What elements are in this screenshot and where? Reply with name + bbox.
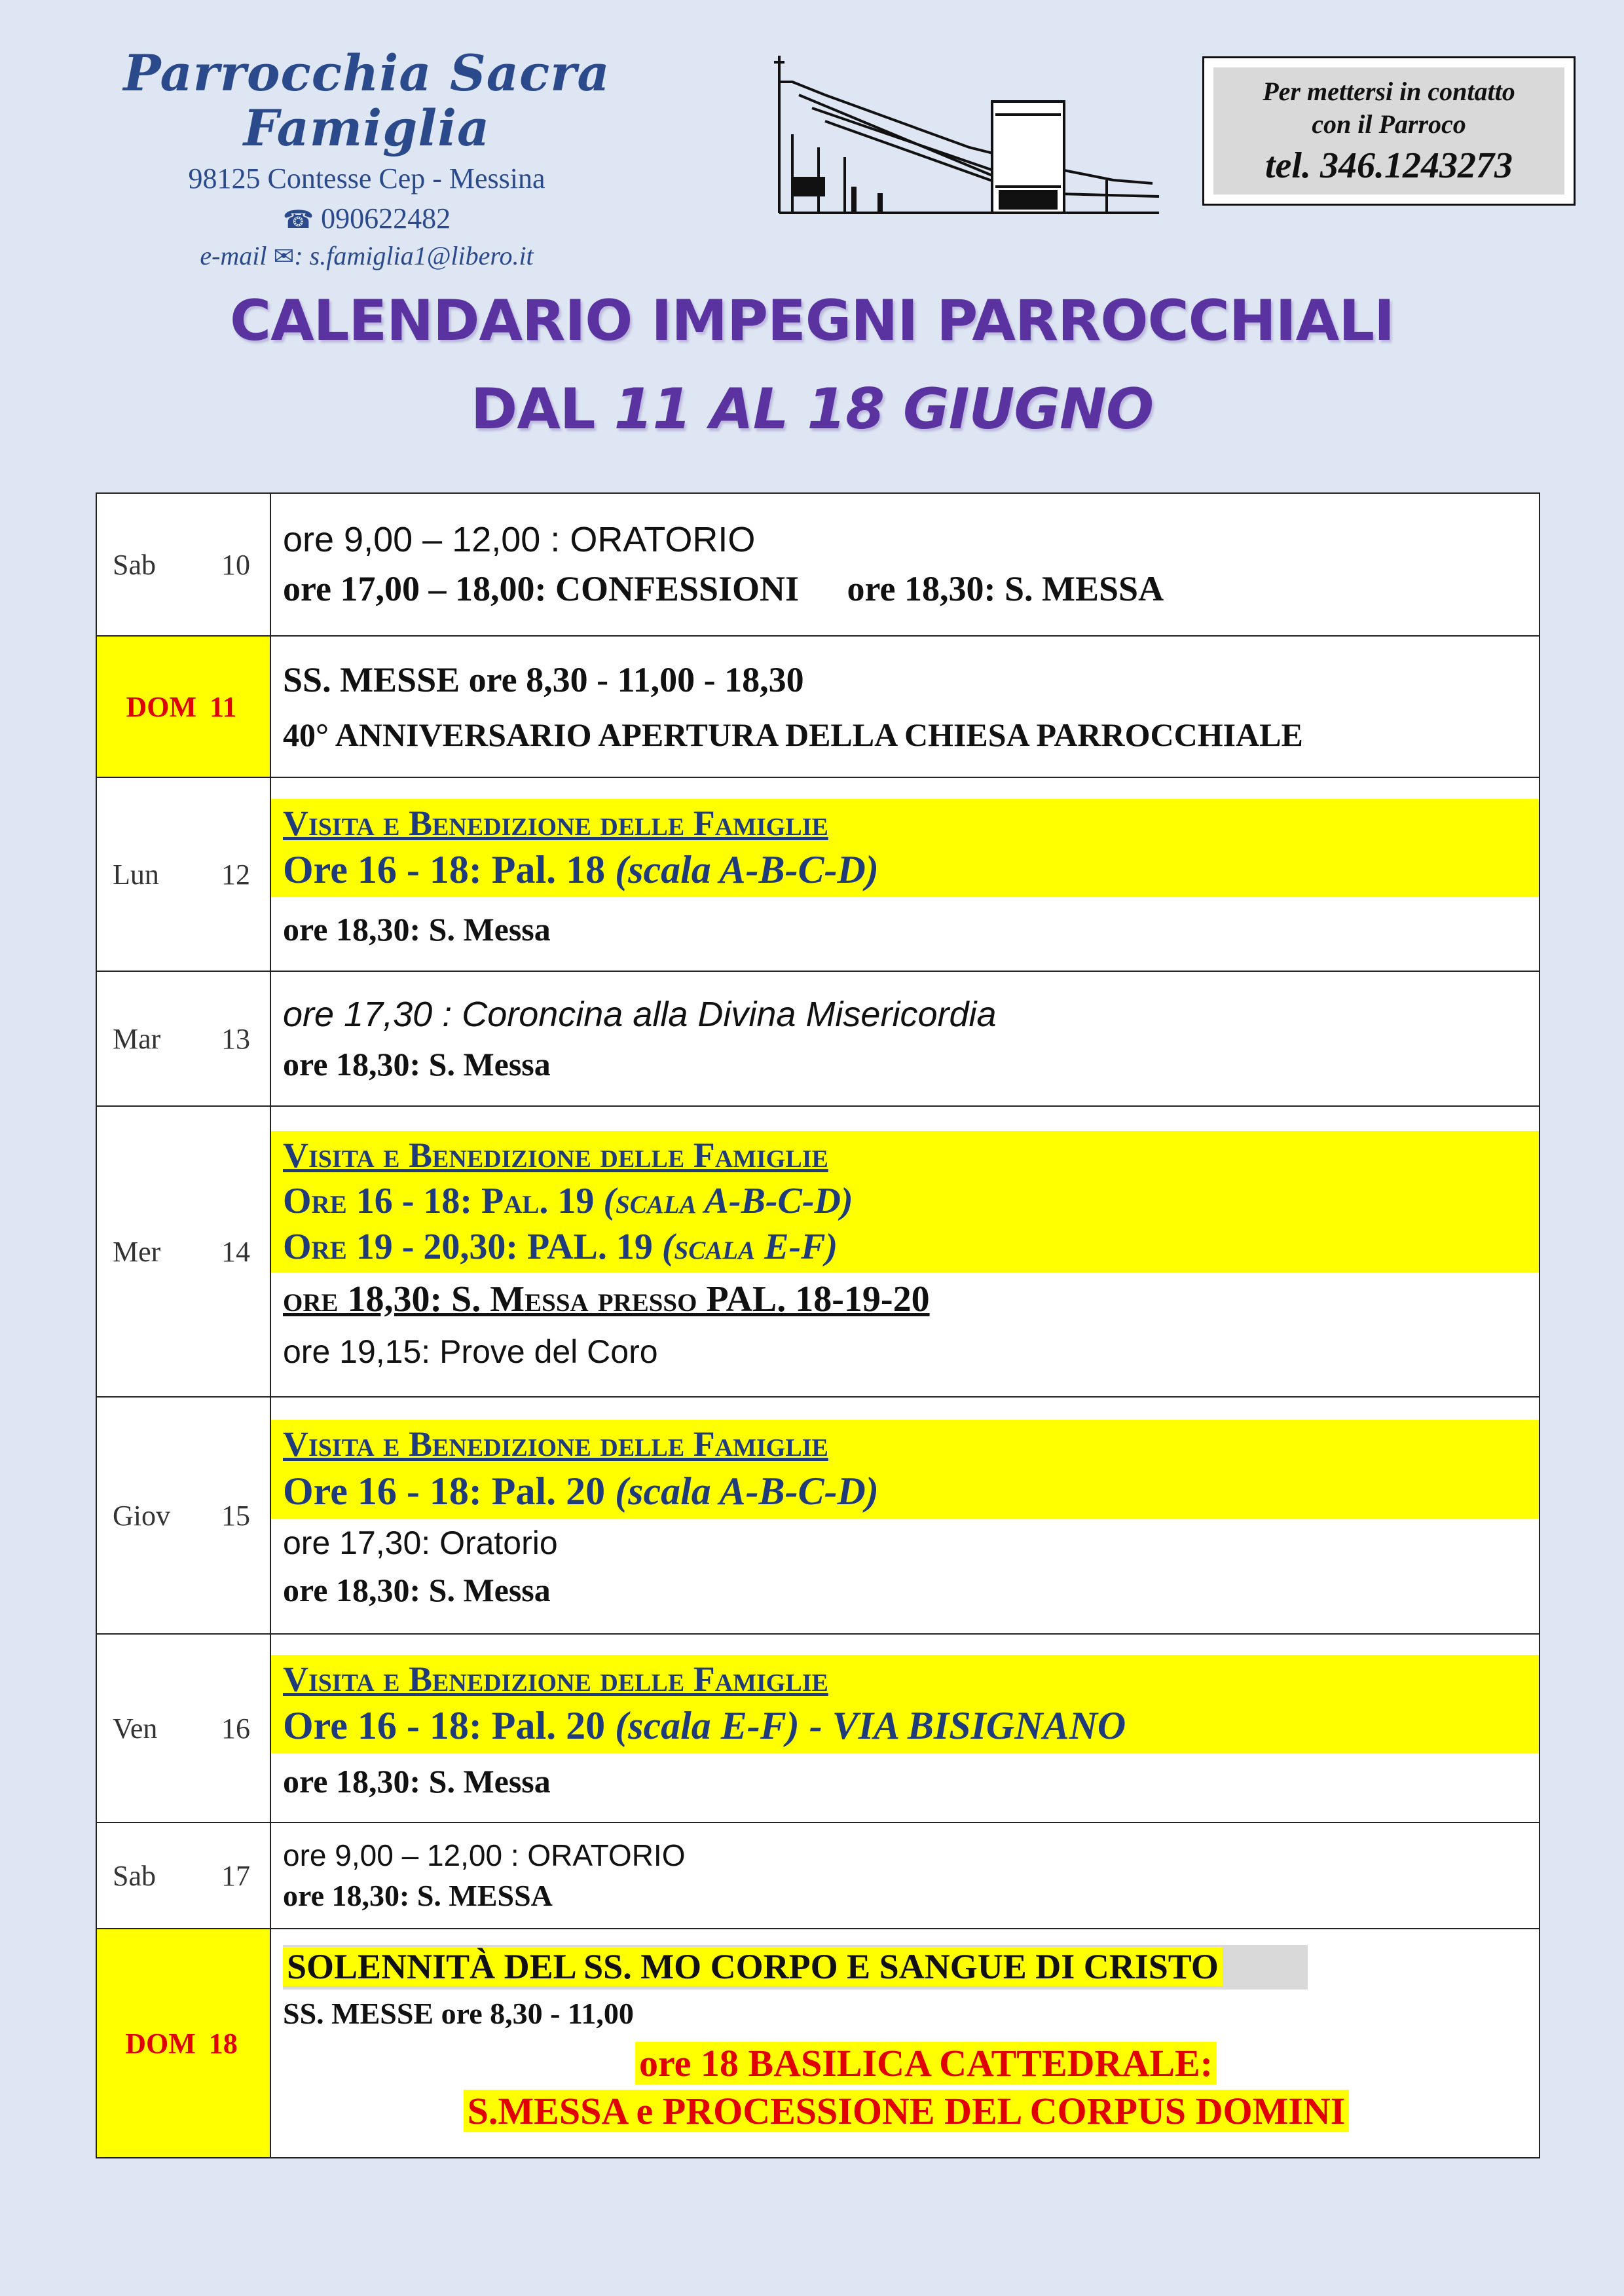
masses-line: SS. MESSE ore 8,30 - 11,00 (283, 1996, 634, 2030)
table-row (96, 1634, 1540, 1823)
mass-line: ore 18,30: S. Messa presso PAL. 18-19-20 (283, 1278, 930, 1320)
church-logo (773, 56, 1166, 219)
day-cell (96, 1823, 270, 1929)
content-cell (270, 777, 1540, 971)
visit-time: Ore 16 - 18: Pal. 19 (283, 1180, 595, 1221)
table-row (96, 1397, 1540, 1634)
chaplet-line: ore 17,30 : Coroncina alla Divina Misericordia (283, 995, 997, 1034)
day-cell (96, 1397, 270, 1634)
mass-line: ore 18,30: S. Messa (283, 911, 551, 948)
visit-highlight (271, 1420, 1539, 1519)
choir-line: ore 19,15: Prove del Coro (283, 1333, 658, 1370)
day-number: 11 (209, 690, 237, 723)
confessions-text: ore 17,00 – 18,00: CONFESSIONI (283, 569, 800, 608)
day-number: 18 (208, 2027, 238, 2060)
visit-stairs: (scala A-B-C-D) (605, 1469, 879, 1513)
parish-info (72, 46, 661, 271)
envelope-icon: ✉ (273, 242, 295, 271)
day-name: DOM (126, 690, 196, 723)
solemnity-highlight (283, 1945, 1308, 1990)
content-cell (270, 1106, 1540, 1397)
day-number: 13 (221, 1022, 250, 1055)
parish-phone (72, 202, 661, 235)
table-row (96, 493, 1540, 636)
content-cell (270, 1397, 1540, 1634)
day-cell (96, 1929, 270, 2158)
day-name: Giov (113, 1499, 170, 1532)
day-cell (96, 636, 270, 777)
day-number: 10 (221, 548, 250, 581)
day-cell (96, 777, 270, 971)
content-cell (270, 971, 1540, 1106)
day-name: Mar (113, 1022, 161, 1055)
contact-line-2: con il Parroco (1312, 109, 1466, 139)
solemnity-text: SOLENNITÀ DEL SS. MO CORPO E SANGUE DI CRISTO (283, 1947, 1223, 1986)
email-address: : s.famiglia1@libero.it (294, 241, 534, 271)
content-cell (270, 1823, 1540, 1929)
oratorio-line: ore 9,00 – 12,00 : ORATORIO (283, 1838, 686, 1872)
visit-stairs: (scala E-F) - VIA BISIGNANO (605, 1704, 1126, 1747)
parish-name: Parrocchia Sacra Famiglia (123, 44, 610, 157)
visit-time-line (283, 1178, 1527, 1224)
subtitle-dates: 11 AL 18 GIUGNO (614, 377, 1154, 442)
procession-line (283, 2088, 1530, 2136)
visit-time-line-2 (283, 1224, 1527, 1270)
visit-time: Ore 16 - 18: Pal. 18 (283, 848, 606, 891)
day-number: 14 (221, 1235, 250, 1268)
phone-number: 090622482 (321, 202, 451, 235)
visit-time: Ore 16 - 18: Pal. 20 (283, 1469, 606, 1513)
cathedral-line (283, 2040, 1530, 2088)
day-number: 17 (221, 1859, 250, 1892)
oratorio-line: ore 17,30: Oratorio (283, 1524, 558, 1561)
day-cell (96, 971, 270, 1106)
mass-line: ore 18,30: S. Messa (283, 1763, 551, 1800)
contact-box (1202, 56, 1576, 206)
day-name: Ven (113, 1712, 158, 1745)
parish-address: 98125 Contesse Cep - Messina (188, 162, 545, 195)
page-subtitle (0, 377, 1624, 442)
visit-time-line (283, 1467, 1527, 1516)
day-name: Sab (113, 1859, 156, 1892)
mass-line: ore 18,30: S. MESSA (283, 1879, 553, 1912)
visit-heading: Visita e Benedizione delle Famiglie (283, 803, 828, 843)
email-prefix: e-mail (200, 241, 267, 271)
visit-time-2: Ore 19 - 20,30: PAL. 19 (283, 1226, 653, 1267)
visit-heading: Visita e Benedizione delle Famiglie (283, 1659, 828, 1699)
day-number: 16 (221, 1712, 250, 1745)
content-cell (270, 1929, 1540, 2158)
table-row (96, 636, 1540, 777)
contact-telephone: tel. 346.1243273 (1265, 145, 1513, 186)
visit-time-line (283, 1701, 1527, 1750)
solemnity-line (283, 1945, 1530, 1990)
table-row (96, 971, 1540, 1106)
visit-highlight (271, 799, 1539, 898)
visit-time-line (283, 845, 1527, 895)
confessions-line (283, 567, 1530, 612)
day-number: 12 (221, 858, 250, 891)
visit-heading: Visita e Benedizione delle Famiglie (283, 1424, 828, 1464)
oratorio-line: ore 9,00 – 12,00 : ORATORIO (283, 519, 756, 559)
mass-line: ore 18,30: S. Messa (283, 1572, 551, 1609)
contact-line-1: Per mettersi in contatto (1263, 77, 1515, 106)
content-cell (270, 636, 1540, 777)
visit-heading: Visita e Benedizione delle Famiglie (283, 1136, 828, 1175)
table-row (96, 1106, 1540, 1397)
day-name: Lun (113, 858, 159, 891)
content-cell (270, 1634, 1540, 1823)
table-row (96, 1823, 1540, 1929)
day-cell (96, 493, 270, 636)
visit-stairs: (scala A-B-C-D) (605, 848, 879, 891)
schedule-table (96, 492, 1540, 2158)
masses-line: SS. MESSE ore 8,30 - 11,00 - 18,30 (283, 660, 804, 699)
table-row (96, 777, 1540, 971)
table-row (96, 1929, 1540, 2158)
day-name: DOM (125, 2027, 196, 2060)
page-title: CALENDARIO IMPEGNI PARROCCHIALI (229, 288, 1395, 354)
day-name: Sab (113, 548, 156, 581)
cathedral-text: ore 18 BASILICA CATTEDRALE: (635, 2042, 1217, 2084)
contact-inner (1213, 67, 1564, 194)
day-cell (96, 1634, 270, 1823)
visit-stairs-2: (scala E-F) (652, 1226, 838, 1267)
visit-highlight (271, 1131, 1539, 1272)
day-name: Mer (113, 1235, 161, 1268)
anniversary-line: 40° ANNIVERSARIO APERTURA DELLA CHIESA PARROCCHIALE (283, 716, 1303, 753)
day-cell (96, 1106, 270, 1397)
phone-icon: ☎ (282, 205, 314, 234)
visit-stairs: (scala A-B-C-D) (594, 1180, 853, 1221)
mass-text: ore 18,30: S. MESSA (847, 569, 1164, 608)
content-cell (270, 493, 1540, 636)
mass-line: ore 18,30: S. Messa (283, 1045, 551, 1083)
parish-email (72, 240, 661, 271)
procession-text: S.MESSA e PROCESSIONE DEL CORPUS DOMINI (464, 2090, 1350, 2132)
visit-time: Ore 16 - 18: Pal. 20 (283, 1704, 606, 1747)
visit-highlight (271, 1655, 1539, 1754)
day-number: 15 (221, 1499, 250, 1532)
subtitle-prefix: DAL (470, 377, 614, 442)
